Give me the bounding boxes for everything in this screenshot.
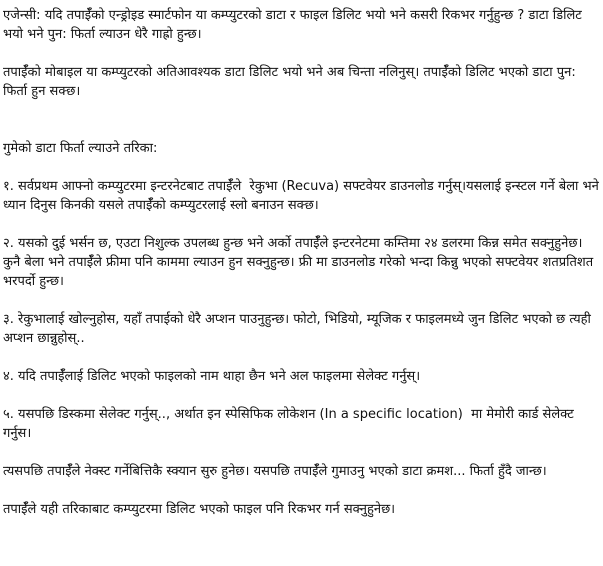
step-4: ४. यदि तपाईँलाई डिलिट भएको फाइलको नाम थाहा छैन भने अल फाइलमा सेलेक्ट गर्नुस्।: [3, 369, 421, 384]
article-body: [3, 6, 603, 519]
reassurance-paragraph: तपाईँको मोबाइल या कम्प्युटरको अतिआवश्यक डाटा डिलिट भयो भने अब चिन्ता नलिनुस्। तपाईँको डिलिट भएको डाटा पुन: फिर्ता हुन सक्छ।: [3, 65, 580, 99]
step-2: २. यसको दुई भर्सन छ, एउटा निशुल्क उपलब्ध हुन्छ भने अर्को तपाईँले इन्टरनेटमा कम्तिमा २४ डलरमा किन्न समेत सक्नुहुनेछ। कुनै बेला भने तपाईँले फ्रीमा पनि काममा ल्याउन हुन सक्नुहुन्छ। फ्री मा डाउनलोड गरेको भन्दा किन्नु भएको सफ्टवेयर शतप्रतिशत भरपर्दो हुन्छ।: [3, 236, 598, 289]
step-5: ५. यसपछि डिस्कमा सेलेक्ट गर्नुस्.., अर्थात इन स्पेसिफिक लोकेशन (In a specific location) मा मेमोरी कार्ड सेलेक्ट गर्नुस।: [3, 407, 578, 441]
scan-paragraph: त्यसपछि तपाईँले नेक्स्ट गर्नेबित्तिकै स्क्यान सुरु हुनेछ। यसपछि तपाईँले गुमाउनु भएको डाटा क्रमश... फिर्ता हुँदै जान्छ।: [3, 464, 547, 479]
step-3: ३. रेकुभालाई खोल्नुहोस, यहाँ तपाईको धेरै अप्शन पाउनुहुन्छ। फोटो, भिडियो, म्यूजिक र फाइलमध्ये जुन डिलिट भएको छ त्यही अप्शन छान्नुहोस्..: [3, 312, 596, 346]
step-1: १. सर्वप्रथम आफ्नो कम्प्युटरमा इन्टरनेटबाट तपाईँले रेकुभा (Recuva) सफ्टवेयर डाउनलोड गर्नुस्।यसलाई इन्स्टल गर्ने बेला भने ध्यान दिनुस किनकी यसले तपाईँको कम्प्युटरलाई स्लो बनाउन सक्छ।: [3, 179, 603, 213]
closing-paragraph: तपाईँले यही तरिकाबाट कम्प्युटरमा डिलिट भएको फाइल पनि रिकभर गर्न सक्नुहुनेछ।: [3, 502, 396, 517]
intro-paragraph: एजेन्सी: यदि तपाईँको एन्ड्रोइड स्मार्टफोन या कम्प्युटरको डाटा र फाइल डिलिट भयो भने कसरी रिकभर गर्नुहुन्छ ? डाटा डिलिट भयो भने पुन: फिर्ता ल्याउन धेरै गाह्रो हुन्छ।: [3, 8, 586, 42]
section-heading: गुमेको डाटा फिर्ता ल्याउने तरिका:: [3, 141, 158, 156]
